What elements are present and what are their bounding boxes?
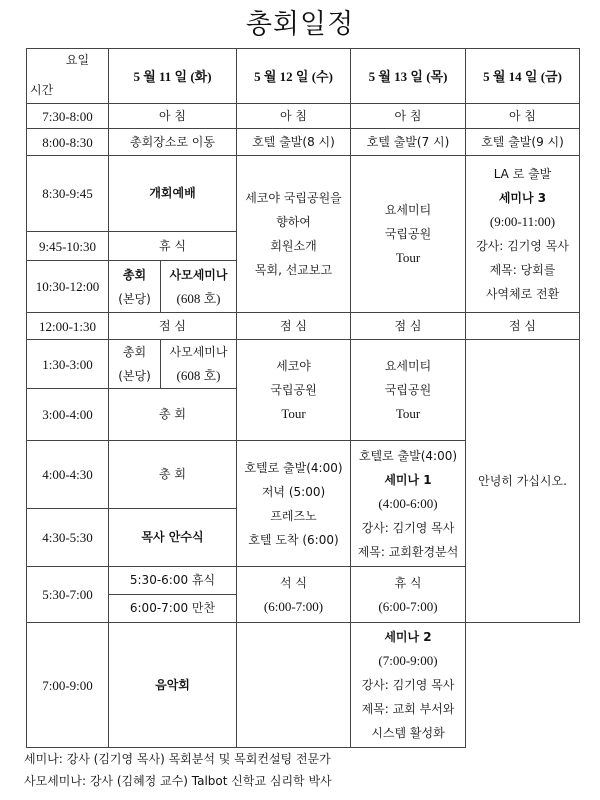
day-header-11: 5 월 11 일 (화) <box>109 49 237 104</box>
move-11: 총회장소로 이동 <box>109 129 237 156</box>
park-line: 국립공원 <box>270 383 317 397</box>
sequoia-line: 향하여 <box>276 215 311 229</box>
footer-note-seminar: 세미나: 강사 (김기영 목사) 목회분석 및 목회컨설팅 전문가 <box>24 752 331 766</box>
break-11: 휴 식 <box>109 232 237 261</box>
yosemite-line: 요세미티 <box>384 203 432 217</box>
time-cell: 1:30-3:00 <box>27 340 109 389</box>
seminar3-subject: 사역체로 전환 <box>485 287 560 301</box>
breakfast-13: 아 침 <box>351 104 466 129</box>
time-label: 시간 <box>30 83 54 97</box>
concert-11: 음악회 <box>109 623 237 748</box>
yosemite-line: 요세미티 <box>384 359 432 373</box>
seminar-label: 사모세미나 <box>169 267 228 282</box>
seminar2-speaker: 강사: 김기영 목사 <box>361 678 455 692</box>
breakfast-12: 아 침 <box>237 104 351 129</box>
seminar2-13 <box>351 623 466 748</box>
day-header-14: 5 월 14 일 (금) <box>466 49 580 104</box>
yosemite-line: Tour <box>395 406 421 421</box>
meal-12 <box>237 567 351 623</box>
yosemite-line: Tour <box>395 250 421 265</box>
evening-line: 저녁 (5:00) <box>261 484 326 499</box>
day-header-12: 5 월 12 일 (수) <box>237 49 351 104</box>
lunch-11: 점 심 <box>109 313 237 340</box>
evening-12 <box>237 441 351 567</box>
park-line: Tour <box>281 406 306 421</box>
empty-12 <box>237 623 351 748</box>
yosemite-line: 국립공원 <box>384 383 432 397</box>
rest-11: 5:30-6:00 휴식 <box>109 567 237 595</box>
assembly-11 <box>109 261 161 313</box>
seminar3-14 <box>466 156 580 313</box>
seminar-label: 사모세미나 <box>169 345 228 359</box>
depart-12: 호텔 출발(8 시) <box>237 129 351 156</box>
day-label: 요일 <box>65 53 90 67</box>
farewell-14: 안녕히 가십시오. <box>466 340 580 623</box>
depart-14: 호텔 출발(9 시) <box>466 129 580 156</box>
lunch-12: 점 심 <box>237 313 351 340</box>
park-line: 세코야 <box>276 359 311 373</box>
assembly2-11: 총 회 <box>109 389 237 441</box>
time-cell: 4:00-4:30 <box>27 441 109 509</box>
page-title: 총회일정 <box>245 9 355 40</box>
day-header-13: 5 월 13 일 (목) <box>351 49 466 104</box>
breakfast-11: 아 침 <box>109 104 237 129</box>
time-cell: 5:30-7:00 <box>27 567 109 623</box>
pastor-ceremony-11: 목사 안수식 <box>109 509 237 567</box>
room-label: (608 호) <box>176 290 221 306</box>
yosemite-line: 국립공원 <box>384 227 432 241</box>
la-depart: LA 로 출발 <box>493 167 552 181</box>
sequoia-pm-12 <box>237 340 351 441</box>
seminar2-time: (7:00-9:00) <box>378 653 438 668</box>
time-cell: 7:00-9:00 <box>27 623 109 748</box>
time-cell: 8:30-9:45 <box>27 156 109 232</box>
worship-11: 개회예배 <box>109 156 237 232</box>
time-cell: 10:30-12:00 <box>27 261 109 313</box>
meal-label: 석 식 <box>280 575 307 590</box>
assembly-label: 총회 <box>122 345 147 359</box>
assembly3-11: 총 회 <box>109 441 237 509</box>
assembly-label: 총회 <box>122 267 147 282</box>
rest-time: (6:00-7:00) <box>378 598 438 614</box>
lunch-13: 점 심 <box>351 313 466 340</box>
main-hall-label: (본당) <box>118 369 151 383</box>
evening-line: 호텔로 출발(4:00) <box>244 460 343 475</box>
main-hall-label: (본당) <box>118 291 151 306</box>
seminar2-subject: 제목: 교회 부서와 <box>361 702 455 716</box>
footer-note-wives-seminar: 사모세미나: 강사 (김혜정 교수) Talbot 신학교 심리학 박사 <box>24 774 332 788</box>
seminar3-time: (9:00-11:00) <box>489 214 556 229</box>
seminar2-title: 세미나 2 <box>384 630 432 644</box>
sequoia-line: 목회, 선교보고 <box>254 263 333 277</box>
seminar3-title: 세미나 3 <box>498 191 547 205</box>
time-cell: 8:00-8:30 <box>27 129 109 156</box>
seminar2-subject: 시스템 활성화 <box>371 726 445 740</box>
yosemite-pm-13 <box>351 340 466 441</box>
time-cell: 7:30-8:00 <box>27 104 109 129</box>
seminar3-speaker: 강사: 김기영 목사 <box>476 239 569 253</box>
corner-header <box>27 49 109 104</box>
seminar1-13 <box>351 441 466 567</box>
sequoia-12 <box>237 156 351 313</box>
seminar3-subject: 제목: 당회를 <box>489 263 556 277</box>
yosemite-am-13 <box>351 156 466 313</box>
rest-label: 휴 식 <box>394 575 422 590</box>
lunch-14: 점 심 <box>466 313 580 340</box>
breakfast-14: 아 침 <box>466 104 580 129</box>
time-cell: 12:00-1:30 <box>27 313 109 340</box>
evening-line: 호텔 도착 (6:00) <box>248 532 339 547</box>
seminar-pm-11 <box>161 340 237 389</box>
evening-line: 프레즈노 <box>270 508 317 523</box>
time-cell: 9:45-10:30 <box>27 232 109 261</box>
to-hotel: 호텔로 출발(4:00) <box>358 448 458 463</box>
seminar1-title: 세미나 1 <box>384 472 432 487</box>
schedule-table <box>26 48 580 748</box>
sequoia-line: 회원소개 <box>270 239 317 253</box>
rest-13 <box>351 567 466 623</box>
room-label: (608 호) <box>176 368 221 383</box>
seminar-11 <box>161 261 237 313</box>
time-cell: 4:30-5:30 <box>27 509 109 567</box>
meal-time: (6:00-7:00) <box>263 598 324 614</box>
seminar1-speaker: 강사: 김기영 목사 <box>361 520 455 535</box>
assembly-pm-11 <box>109 340 161 389</box>
sequoia-line: 세코야 국립공원을 <box>245 191 342 205</box>
seminar1-subject: 제목: 교회환경분석 <box>357 544 459 559</box>
time-cell: 3:00-4:00 <box>27 389 109 441</box>
seminar1-time: (4:00-6:00) <box>378 495 438 511</box>
depart-13: 호텔 출발(7 시) <box>351 129 466 156</box>
dinner-11: 6:00-7:00 만찬 <box>109 595 237 623</box>
